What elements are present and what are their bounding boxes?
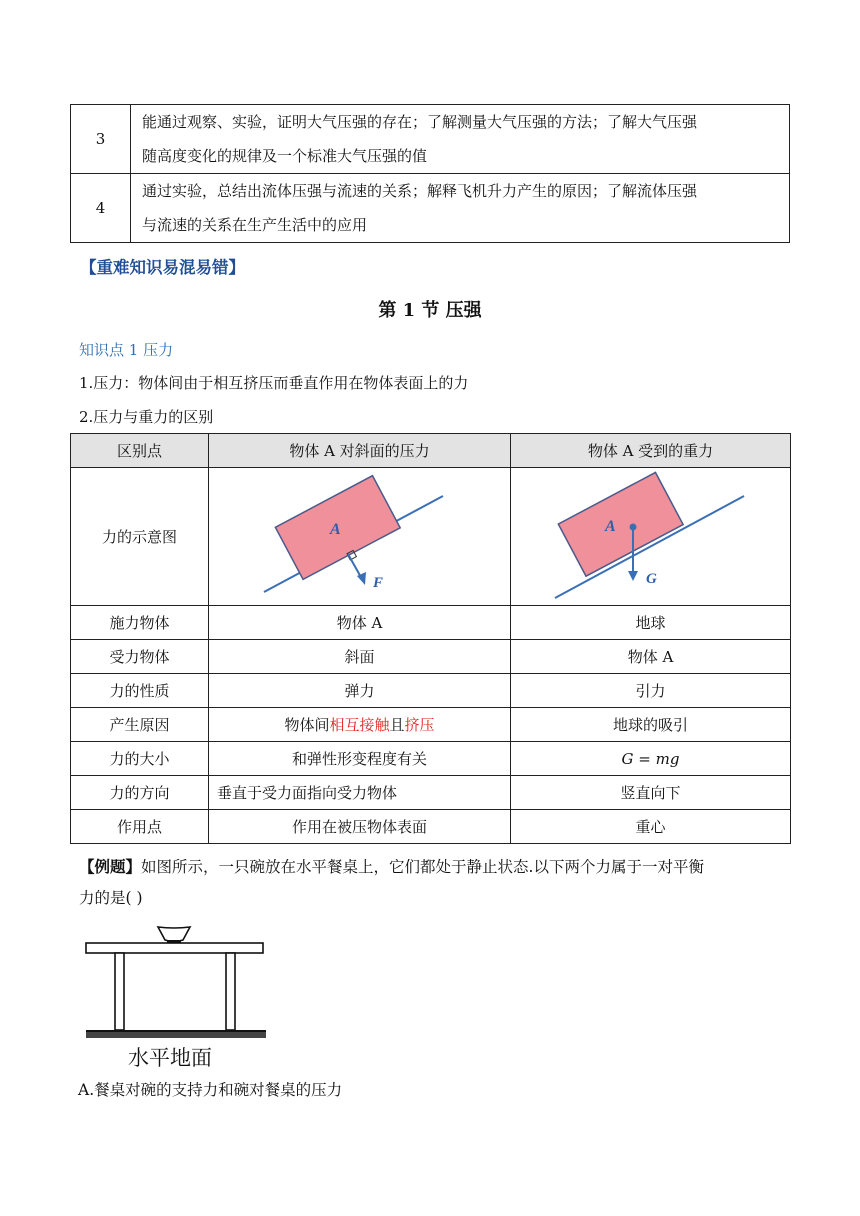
cause-highlight: 挤压 — [404, 716, 435, 734]
force-label: G — [645, 571, 657, 587]
table-leg-left — [115, 953, 124, 1030]
example-question-cont: 力的是( ) — [79, 889, 143, 907]
diagram-row — [71, 468, 791, 606]
objectives-table — [70, 104, 790, 243]
row-label: 产生原因 — [71, 708, 209, 742]
block-label: A — [329, 521, 341, 538]
row-label: 力的示意图 — [71, 468, 209, 606]
table-row — [71, 742, 791, 776]
pressure-force-diagram — [210, 468, 510, 601]
block-label: A — [604, 518, 616, 535]
header-cell: 物体 A 受到的重力 — [511, 434, 791, 468]
table-leg-right — [226, 953, 235, 1030]
cause-text: 且 — [389, 716, 405, 734]
row-number: 4 — [71, 174, 131, 243]
header-cell: 物体 A 对斜面的压力 — [209, 434, 511, 468]
section-heading: 【重难知识易混易错】 — [80, 258, 245, 277]
bowl-icon — [158, 927, 190, 942]
row-label: 力的性质 — [71, 674, 209, 708]
pressure-cell: 斜面 — [209, 640, 511, 674]
table-row — [71, 174, 790, 243]
row-text-line: 与流速的关系在生产生活中的应用 — [142, 216, 368, 234]
table-bowl-figure — [80, 920, 280, 1042]
row-label: 作用点 — [71, 810, 209, 844]
figure-caption: 水平地面 — [128, 1046, 212, 1070]
pressure-diagram-cell — [209, 468, 511, 606]
gravity-cell: 地球 — [511, 606, 791, 640]
row-text-line: 能通过观察、实验，证明大气压强的存在；了解测量大气压强的方法；了解大气压强 — [142, 113, 698, 131]
gravity-cell: G = mg — [511, 742, 791, 776]
table-header-row — [71, 434, 791, 468]
pressure-cell: 作用在被压物体表面 — [209, 810, 511, 844]
ground-hatch — [86, 1032, 266, 1038]
row-text-line: 随高度变化的规律及一个标准大气压强的值 — [142, 147, 428, 165]
definition-line: 1.压力：物体间由于相互挤压而垂直作用在物体表面上的力 — [79, 374, 469, 392]
row-text — [131, 174, 790, 243]
row-number: 3 — [71, 105, 131, 174]
row-label: 力的方向 — [71, 776, 209, 810]
row-label: 力的大小 — [71, 742, 209, 776]
difference-line: 2.压力与重力的区别 — [79, 408, 214, 426]
gravity-cell: 物体 A — [511, 640, 791, 674]
row-text-line: 通过实验，总结出流体压强与流速的关系；解释飞机升力产生的原因；了解流体压强 — [142, 182, 698, 200]
tabletop — [86, 943, 263, 953]
comparison-table — [70, 433, 791, 844]
table-row — [71, 105, 790, 174]
knowledge-point-title: 知识点 1 压力 — [79, 341, 174, 359]
gravity-cell: 重心 — [511, 810, 791, 844]
section-title: 第 1 节 压强 — [378, 300, 482, 321]
gravity-force-diagram — [512, 468, 790, 601]
table-row — [71, 708, 791, 742]
row-text — [131, 105, 790, 174]
table-row — [71, 810, 791, 844]
table-row — [71, 674, 791, 708]
pressure-cell — [209, 708, 511, 742]
table-row — [71, 606, 791, 640]
cause-text: 物体间 — [284, 716, 330, 734]
gravity-diagram-cell — [511, 468, 791, 606]
force-label: F — [372, 575, 383, 591]
answer-option-a: A.餐桌对碗的支持力和碗对餐桌的压力 — [78, 1081, 343, 1099]
example-question — [79, 855, 704, 877]
example-tag: 【例题】 — [79, 857, 142, 876]
table-row — [71, 640, 791, 674]
gravity-cell: 竖直向下 — [511, 776, 791, 810]
example-text: 如图所示，一只碗放在水平餐桌上，它们都处于静止状态.以下两个力属于一对平衡 — [141, 858, 704, 876]
table-row — [71, 776, 791, 810]
pressure-cell: 和弹性形变程度有关 — [209, 742, 511, 776]
row-label: 施力物体 — [71, 606, 209, 640]
row-label: 受力物体 — [71, 640, 209, 674]
force-g-arrowhead — [628, 571, 638, 581]
gravity-cell: 引力 — [511, 674, 791, 708]
cause-highlight: 相互接触 — [329, 716, 390, 734]
header-cell: 区别点 — [71, 434, 209, 468]
gravity-cell: 地球的吸引 — [511, 708, 791, 742]
pressure-cell: 弹力 — [209, 674, 511, 708]
block-a — [558, 472, 683, 576]
pressure-cell: 物体 A — [209, 606, 511, 640]
pressure-cell: 垂直于受力面指向受力物体 — [209, 776, 511, 810]
